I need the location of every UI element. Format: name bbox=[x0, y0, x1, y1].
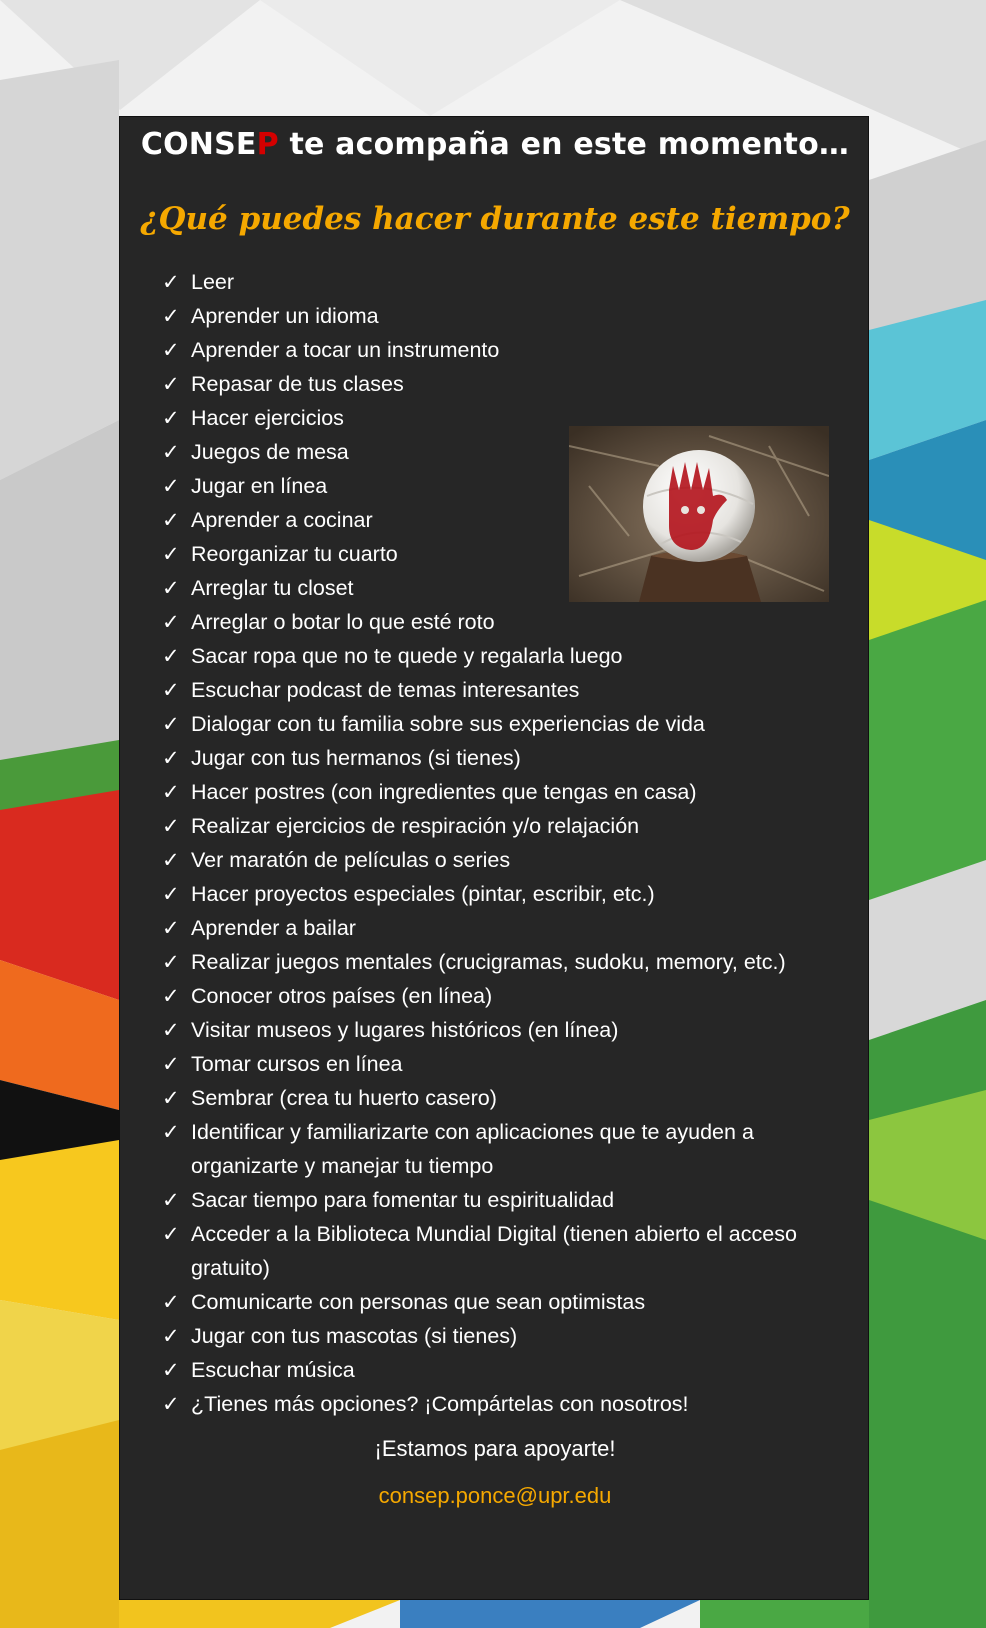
title-brand: CONSE bbox=[140, 127, 257, 162]
list-item-text: Aprender a cocinar bbox=[191, 508, 373, 532]
list-item bbox=[162, 673, 852, 707]
list-item bbox=[162, 911, 852, 945]
list-item-text: Realizar ejercicios de respiración y/o relajación bbox=[191, 814, 640, 838]
check-icon: ✓ bbox=[162, 270, 180, 294]
list-item bbox=[162, 1013, 852, 1047]
check-icon: ✓ bbox=[162, 848, 180, 872]
list-item-text: Sembrar (crea tu huerto casero) bbox=[191, 1086, 497, 1110]
subtitle: ¿Qué puedes hacer durante este tiempo? bbox=[140, 201, 850, 237]
check-icon: ✓ bbox=[162, 542, 180, 566]
check-icon: ✓ bbox=[162, 440, 180, 464]
list-item-text: Identificar y familiarizarte con aplicaciones que te ayuden a organizarte y manejar tu tiempo bbox=[191, 1120, 754, 1178]
closing-message: ¡Estamos para apoyarte! bbox=[374, 1436, 616, 1461]
check-icon: ✓ bbox=[162, 1086, 180, 1110]
list-item-text: Aprender un idioma bbox=[191, 304, 379, 328]
list-item bbox=[162, 367, 852, 401]
list-item-text: Jugar con tus hermanos (si tienes) bbox=[191, 746, 521, 770]
check-icon: ✓ bbox=[162, 474, 180, 498]
check-icon: ✓ bbox=[162, 610, 180, 634]
list-item bbox=[162, 843, 852, 877]
check-icon: ✓ bbox=[162, 1188, 180, 1212]
check-icon: ✓ bbox=[162, 576, 180, 600]
check-icon: ✓ bbox=[162, 950, 180, 974]
check-icon: ✓ bbox=[162, 338, 180, 362]
list-item-text: Comunicarte con personas que sean optimistas bbox=[191, 1290, 646, 1314]
check-icon: ✓ bbox=[162, 882, 180, 906]
list-item-text: Repasar de tus clases bbox=[191, 372, 404, 396]
list-item bbox=[162, 605, 852, 639]
list-item-text: Ver maratón de películas o series bbox=[191, 848, 511, 872]
list-item-text: Jugar en línea bbox=[191, 474, 328, 498]
check-icon: ✓ bbox=[162, 1290, 180, 1314]
check-icon: ✓ bbox=[162, 780, 180, 804]
page-title bbox=[120, 127, 870, 162]
list-item-text: Escuchar podcast de temas interesantes bbox=[191, 678, 580, 702]
list-item bbox=[162, 809, 852, 843]
list-item-text: Arreglar o botar lo que esté roto bbox=[191, 610, 495, 634]
check-icon: ✓ bbox=[162, 814, 180, 838]
check-icon: ✓ bbox=[162, 644, 180, 668]
list-item-text: Acceder a la Biblioteca Mundial Digital (tienen abierto el acceso gratuito) bbox=[191, 1222, 797, 1280]
list-item bbox=[162, 1115, 852, 1183]
list-item bbox=[162, 707, 852, 741]
title-rest: te acompaña en este momento… bbox=[278, 127, 850, 162]
list-item bbox=[162, 1183, 852, 1217]
list-item-text: Visitar museos y lugares históricos (en línea) bbox=[191, 1018, 619, 1042]
check-icon: ✓ bbox=[162, 678, 180, 702]
list-item-text: Hacer ejercicios bbox=[191, 406, 344, 430]
list-item bbox=[162, 265, 852, 299]
list-item-text: Conocer otros países (en línea) bbox=[191, 984, 493, 1008]
list-item-text: Sacar tiempo para fomentar tu espiritualidad bbox=[191, 1188, 615, 1212]
list-item bbox=[162, 639, 852, 673]
check-icon: ✓ bbox=[162, 1358, 180, 1382]
list-item bbox=[162, 1285, 852, 1319]
list-item bbox=[162, 945, 852, 979]
list-item bbox=[162, 1353, 852, 1387]
list-item bbox=[162, 299, 852, 333]
check-icon: ✓ bbox=[162, 746, 180, 770]
list-item-text: Aprender a bailar bbox=[191, 916, 356, 940]
list-item bbox=[162, 333, 852, 367]
list-item bbox=[162, 979, 852, 1013]
list-item bbox=[162, 1217, 852, 1285]
list-item bbox=[162, 1387, 852, 1421]
check-icon: ✓ bbox=[162, 1324, 180, 1348]
title-brand-accent: P bbox=[256, 127, 279, 162]
list-item-text: Juegos de mesa bbox=[191, 440, 349, 464]
contact-email[interactable]: consep.ponce@upr.edu bbox=[378, 1483, 612, 1508]
list-item bbox=[162, 1081, 852, 1115]
check-icon: ✓ bbox=[162, 1120, 180, 1144]
list-item-text: Escuchar música bbox=[191, 1358, 355, 1382]
list-item-text: Hacer postres (con ingredientes que tengas en casa) bbox=[191, 780, 697, 804]
check-icon: ✓ bbox=[162, 1392, 180, 1416]
list-item-text: Leer bbox=[191, 270, 235, 294]
volleyball-photo bbox=[569, 426, 829, 602]
check-icon: ✓ bbox=[162, 1052, 180, 1076]
list-item-text: ¿Tienes más opciones? ¡Compártelas con nosotros! bbox=[191, 1392, 689, 1416]
check-icon: ✓ bbox=[162, 508, 180, 532]
check-icon: ✓ bbox=[162, 1222, 180, 1246]
list-item-text: Reorganizar tu cuarto bbox=[191, 542, 398, 566]
list-item bbox=[162, 1047, 852, 1081]
list-item bbox=[162, 877, 852, 911]
list-item-text: Aprender a tocar un instrumento bbox=[191, 338, 500, 362]
check-icon: ✓ bbox=[162, 372, 180, 396]
check-icon: ✓ bbox=[162, 406, 180, 430]
list-item-text: Hacer proyectos especiales (pintar, escribir, etc.) bbox=[191, 882, 655, 906]
list-item-text: Arreglar tu closet bbox=[191, 576, 354, 600]
check-icon: ✓ bbox=[162, 304, 180, 328]
list-item-text: Dialogar con tu familia sobre sus experiencias de vida bbox=[191, 712, 705, 736]
list-item-text: Realizar juegos mentales (crucigramas, sudoku, memory, etc.) bbox=[191, 950, 786, 974]
check-icon: ✓ bbox=[162, 916, 180, 940]
list-item-text: Jugar con tus mascotas (si tienes) bbox=[191, 1324, 518, 1348]
list-item bbox=[162, 1319, 852, 1353]
check-icon: ✓ bbox=[162, 1018, 180, 1042]
content-card bbox=[119, 116, 869, 1600]
check-icon: ✓ bbox=[162, 712, 180, 736]
list-item bbox=[162, 741, 852, 775]
list-item bbox=[162, 775, 852, 809]
list-item-text: Sacar ropa que no te quede y regalarla luego bbox=[191, 644, 623, 668]
check-icon: ✓ bbox=[162, 984, 180, 1008]
list-item-text: Tomar cursos en línea bbox=[191, 1052, 403, 1076]
